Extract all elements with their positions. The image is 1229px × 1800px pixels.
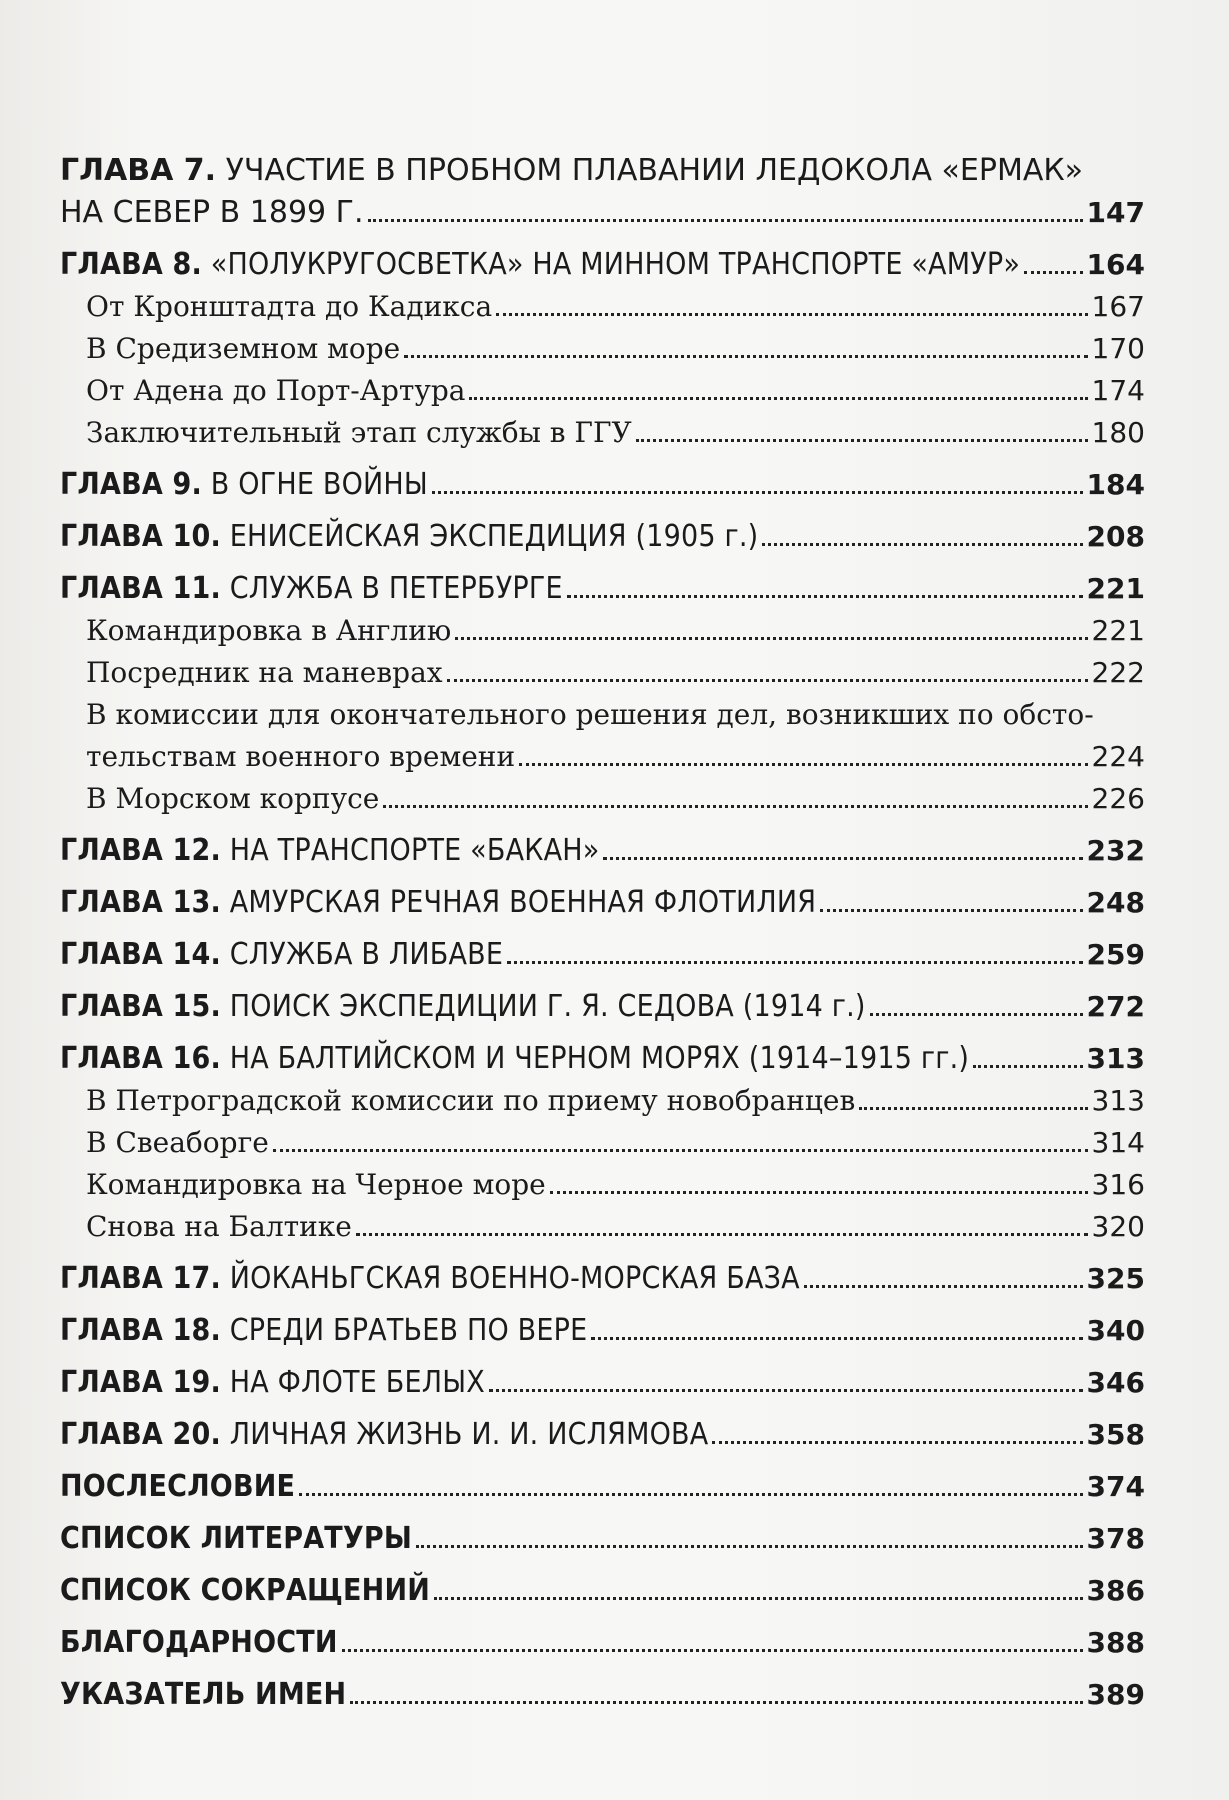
page-number: 313: [1091, 1084, 1145, 1117]
toc-entry-title: [86, 412, 632, 454]
toc-entry-title: [60, 1258, 800, 1300]
dot-leader: [368, 219, 1083, 222]
page-number: 208: [1086, 520, 1145, 553]
dot-leader: [356, 1233, 1088, 1236]
dot-leader: [870, 1013, 1083, 1016]
toc-chapter-entry[interactable]: [60, 986, 1145, 1028]
toc-title-text: От Кронштадта до Кадикса: [86, 290, 493, 323]
page-number: 221: [1091, 614, 1145, 647]
chapter-number: ГЛАВА 19.: [60, 1365, 221, 1400]
toc-subentry[interactable]: [60, 652, 1145, 694]
toc-chapter-entry[interactable]: [60, 1038, 1145, 1080]
toc-subentry[interactable]: [60, 778, 1145, 820]
toc-title-text: СЛУЖБА В ПЕТЕРБУРГЕ: [229, 571, 563, 606]
toc-title-text: От Адена до Порт-Артура: [86, 374, 466, 407]
toc-chapter-entry[interactable]: [60, 464, 1145, 506]
page-number: 167: [1091, 290, 1145, 323]
chapter-number: ГЛАВА 9.: [60, 467, 202, 502]
dot-leader: [416, 1545, 1082, 1548]
toc-title-text: Снова на Балтике: [86, 1210, 352, 1243]
page-number: 259: [1086, 938, 1145, 971]
dot-leader: [712, 1441, 1082, 1444]
toc-subentry[interactable]: [60, 1080, 1145, 1122]
toc-entry-title-line1: [60, 150, 1145, 192]
page-number: 313: [1086, 1042, 1145, 1075]
toc-entry-title: [60, 1414, 708, 1456]
toc-title-text: Командировка на Черное море: [86, 1168, 546, 1201]
toc-title-text: В Петроградской комиссии по приему новобранцев: [86, 1084, 856, 1117]
dot-leader: [591, 1337, 1082, 1340]
toc-backmatter-entry[interactable]: [60, 1622, 1145, 1664]
toc-entry-title: [60, 830, 599, 872]
dot-leader: [519, 763, 1087, 766]
toc-backmatter-entry[interactable]: [60, 1570, 1145, 1612]
page-number: 388: [1086, 1626, 1145, 1659]
toc-entry-title: [86, 1122, 269, 1164]
page-number: 386: [1086, 1574, 1145, 1607]
toc-title-text: СРЕДИ БРАТЬЕВ ПО ВЕРЕ: [229, 1313, 588, 1348]
page-number: 164: [1086, 248, 1145, 281]
toc-subentry[interactable]: [60, 610, 1145, 652]
toc-entry-title-line2: НА СЕВЕР В 1899 Г.: [60, 195, 364, 230]
toc-chapter-entry[interactable]: [60, 934, 1145, 976]
toc-subentry[interactable]: [60, 1122, 1145, 1164]
toc-title-text: В Средиземном море: [86, 332, 401, 365]
toc-entry-title: [60, 244, 1020, 286]
page-number: 340: [1086, 1314, 1145, 1347]
chapter-number: ГЛАВА 11.: [60, 571, 221, 606]
toc-subentry[interactable]: [60, 328, 1145, 370]
toc-chapter-entry[interactable]: [60, 1414, 1145, 1456]
toc-chapter-entry[interactable]: [60, 568, 1145, 610]
toc-title-text: НА ФЛОТЕ БЕЛЫХ: [229, 1365, 485, 1400]
toc-entry-title: [60, 1622, 338, 1664]
toc-backmatter-entry[interactable]: [60, 1518, 1145, 1560]
toc-title-text: ПОИСК ЭКСПЕДИЦИИ Г. Я. СЕДОВА (1914 г.): [229, 989, 866, 1024]
toc-entry-title: [86, 1206, 352, 1248]
page-number: 147: [1086, 196, 1145, 229]
toc-entry-title: [60, 1570, 430, 1612]
toc-title-text: ЛИЧНАЯ ЖИЗНЬ И. И. ИСЛЯМОВА: [229, 1417, 709, 1452]
page-number: 320: [1091, 1210, 1145, 1243]
toc-entry-title: [60, 568, 563, 610]
toc-subentry[interactable]: [60, 1206, 1145, 1248]
toc-subentry[interactable]: [60, 286, 1145, 328]
dot-leader: [496, 313, 1087, 316]
dot-leader: [603, 857, 1082, 860]
toc-entry-title: [60, 1362, 485, 1404]
toc-entry-title: [86, 328, 400, 370]
table-of-contents: [60, 140, 1145, 1716]
dot-leader: [434, 1597, 1083, 1600]
page-number: 325: [1086, 1262, 1145, 1295]
dot-leader: [350, 1701, 1082, 1704]
toc-entry-title: [86, 778, 379, 820]
toc-entry-title: [86, 1080, 855, 1122]
toc-entry-title: [86, 286, 492, 328]
toc-title-text: СПИСОК СОКРАЩЕНИЙ: [60, 1573, 431, 1608]
toc-chapter-entry[interactable]: [60, 1258, 1145, 1300]
chapter-number: ГЛАВА 7.: [60, 153, 217, 188]
toc-title-text: В Свеаборге: [86, 1126, 269, 1159]
toc-entry-title: [60, 1466, 295, 1508]
dot-leader: [299, 1493, 1082, 1496]
toc-subentry[interactable]: [60, 412, 1145, 454]
page-number: 226: [1091, 782, 1145, 815]
dot-leader: [273, 1149, 1088, 1152]
toc-chapter-entry[interactable]: [60, 1362, 1145, 1404]
toc-title-text: БЛАГОДАРНОСТИ: [60, 1625, 338, 1660]
dot-leader: [762, 543, 1082, 546]
chapter-number: ГЛАВА 8.: [60, 247, 202, 282]
toc-title-text: ПОСЛЕСЛОВИЕ: [60, 1469, 296, 1504]
page-number: 389: [1086, 1678, 1145, 1711]
toc-title-text: НА БАЛТИЙСКОМ И ЧЕРНОМ МОРЯХ (1914–1915 гг.): [229, 1041, 970, 1076]
page-number: 378: [1086, 1522, 1145, 1555]
dot-leader: [469, 397, 1087, 400]
toc-entry-title-line1: [86, 694, 1145, 736]
toc-backmatter-entry[interactable]: [60, 1674, 1145, 1716]
toc-entry-title: [60, 464, 428, 506]
toc-entry-title: [60, 1518, 412, 1560]
dot-leader: [455, 637, 1087, 640]
toc-title-text: УКАЗАТЕЛЬ ИМЕН: [60, 1677, 347, 1712]
page-number: 184: [1086, 468, 1145, 501]
page-number: 224: [1091, 740, 1145, 773]
toc-entry-title: [60, 986, 866, 1028]
dot-leader: [804, 1285, 1083, 1288]
toc-chapter-entry[interactable]: [60, 516, 1145, 558]
dot-leader: [447, 679, 1088, 682]
dot-leader: [820, 909, 1082, 912]
dot-leader: [507, 961, 1082, 964]
toc-title-text: Посредник на маневрах: [86, 656, 443, 689]
toc-title-text: «ПОЛУКРУГОСВЕТКА» НА МИННОМ ТРАНСПОРТЕ «АМУР»: [210, 247, 1021, 282]
chapter-number: ГЛАВА 14.: [60, 937, 221, 972]
page-number: 180: [1091, 416, 1145, 449]
toc-entry-title: [86, 610, 451, 652]
toc-entry-title: [60, 1674, 346, 1716]
chapter-number: ГЛАВА 13.: [60, 885, 221, 920]
toc-title-text: УЧАСТИЕ В ПРОБНОМ ПЛАВАНИИ ЛЕДОКОЛА «ЕРМАК»: [225, 153, 1084, 188]
dot-leader: [550, 1191, 1088, 1194]
toc-entry-title: [60, 516, 758, 558]
toc-chapter-entry[interactable]: [60, 882, 1145, 924]
chapter-number: ГЛАВА 12.: [60, 833, 221, 868]
toc-backmatter-entry[interactable]: [60, 1466, 1145, 1508]
dot-leader: [1024, 271, 1083, 274]
dot-leader: [489, 1389, 1083, 1392]
toc-subentry[interactable]: [60, 370, 1145, 412]
toc-title-text: В комиссии для окончательного решения дел, возникших по обсто-: [86, 698, 1094, 731]
chapter-number: ГЛАВА 20.: [60, 1417, 221, 1452]
toc-title-text: СЛУЖБА В ЛИБАВЕ: [229, 937, 504, 972]
toc-entry-title: [60, 1310, 587, 1352]
toc-entry-title: [86, 370, 465, 412]
page-number: 170: [1091, 332, 1145, 365]
toc-title-text: В ОГНЕ ВОЙНЫ: [210, 467, 428, 502]
page-number: 316: [1091, 1168, 1145, 1201]
chapter-number: ГЛАВА 15.: [60, 989, 221, 1024]
dot-leader: [404, 355, 1087, 358]
toc-title-text: ЙОКАНЬГСКАЯ ВОЕННО-МОРСКАЯ БАЗА: [229, 1261, 800, 1296]
dot-leader: [383, 805, 1087, 808]
toc-title-text: Командировка в Англию: [86, 614, 452, 647]
toc-title-text: АМУРСКАЯ РЕЧНАЯ ВОЕННАЯ ФЛОТИЛИЯ: [229, 885, 817, 920]
toc-title-text: ЕНИСЕЙСКАЯ ЭКСПЕДИЦИЯ (1905 г.): [229, 519, 759, 554]
toc-chapter-entry[interactable]: [60, 830, 1145, 872]
toc-entry-title: [86, 1164, 546, 1206]
dot-leader: [636, 439, 1088, 442]
toc-chapter-entry[interactable]: [60, 150, 1145, 234]
dot-leader: [432, 491, 1083, 494]
dot-leader: [342, 1649, 1083, 1652]
toc-entry-title: [86, 652, 443, 694]
toc-entry-title-line2: тельствам военного времени: [86, 740, 516, 773]
page-number: 358: [1086, 1418, 1145, 1451]
chapter-number: ГЛАВА 17.: [60, 1261, 221, 1296]
toc-chapter-entry[interactable]: [60, 1310, 1145, 1352]
toc-title-text: В Морском корпусе: [86, 782, 380, 815]
dot-leader: [567, 595, 1083, 598]
toc-chapter-entry[interactable]: [60, 244, 1145, 286]
toc-entry-title: [60, 934, 503, 976]
page-number: 314: [1091, 1126, 1145, 1159]
toc-subentry[interactable]: [60, 1164, 1145, 1206]
dot-leader: [859, 1107, 1087, 1110]
page-number: 248: [1086, 886, 1145, 919]
chapter-number: ГЛАВА 10.: [60, 519, 221, 554]
toc-title-text: СПИСОК ЛИТЕРАТУРЫ: [60, 1521, 413, 1556]
chapter-number: ГЛАВА 16.: [60, 1041, 221, 1076]
chapter-number: ГЛАВА 18.: [60, 1313, 221, 1348]
toc-subentry[interactable]: [60, 694, 1145, 778]
toc-title-text: НА ТРАНСПОРТЕ «БАКАН»: [229, 833, 600, 868]
dot-leader: [973, 1065, 1082, 1068]
page-number: 221: [1086, 572, 1145, 605]
page-number: 232: [1086, 834, 1145, 867]
page-number: 346: [1086, 1366, 1145, 1399]
toc-entry-title: [60, 1038, 969, 1080]
page-number: 272: [1086, 990, 1145, 1023]
toc-entry-title: [60, 882, 816, 924]
page-number: 222: [1091, 656, 1145, 689]
page-number: 174: [1091, 374, 1145, 407]
toc-title-text: Заключительный этап службы в ГГУ: [86, 416, 632, 449]
page-number: 374: [1086, 1470, 1145, 1503]
